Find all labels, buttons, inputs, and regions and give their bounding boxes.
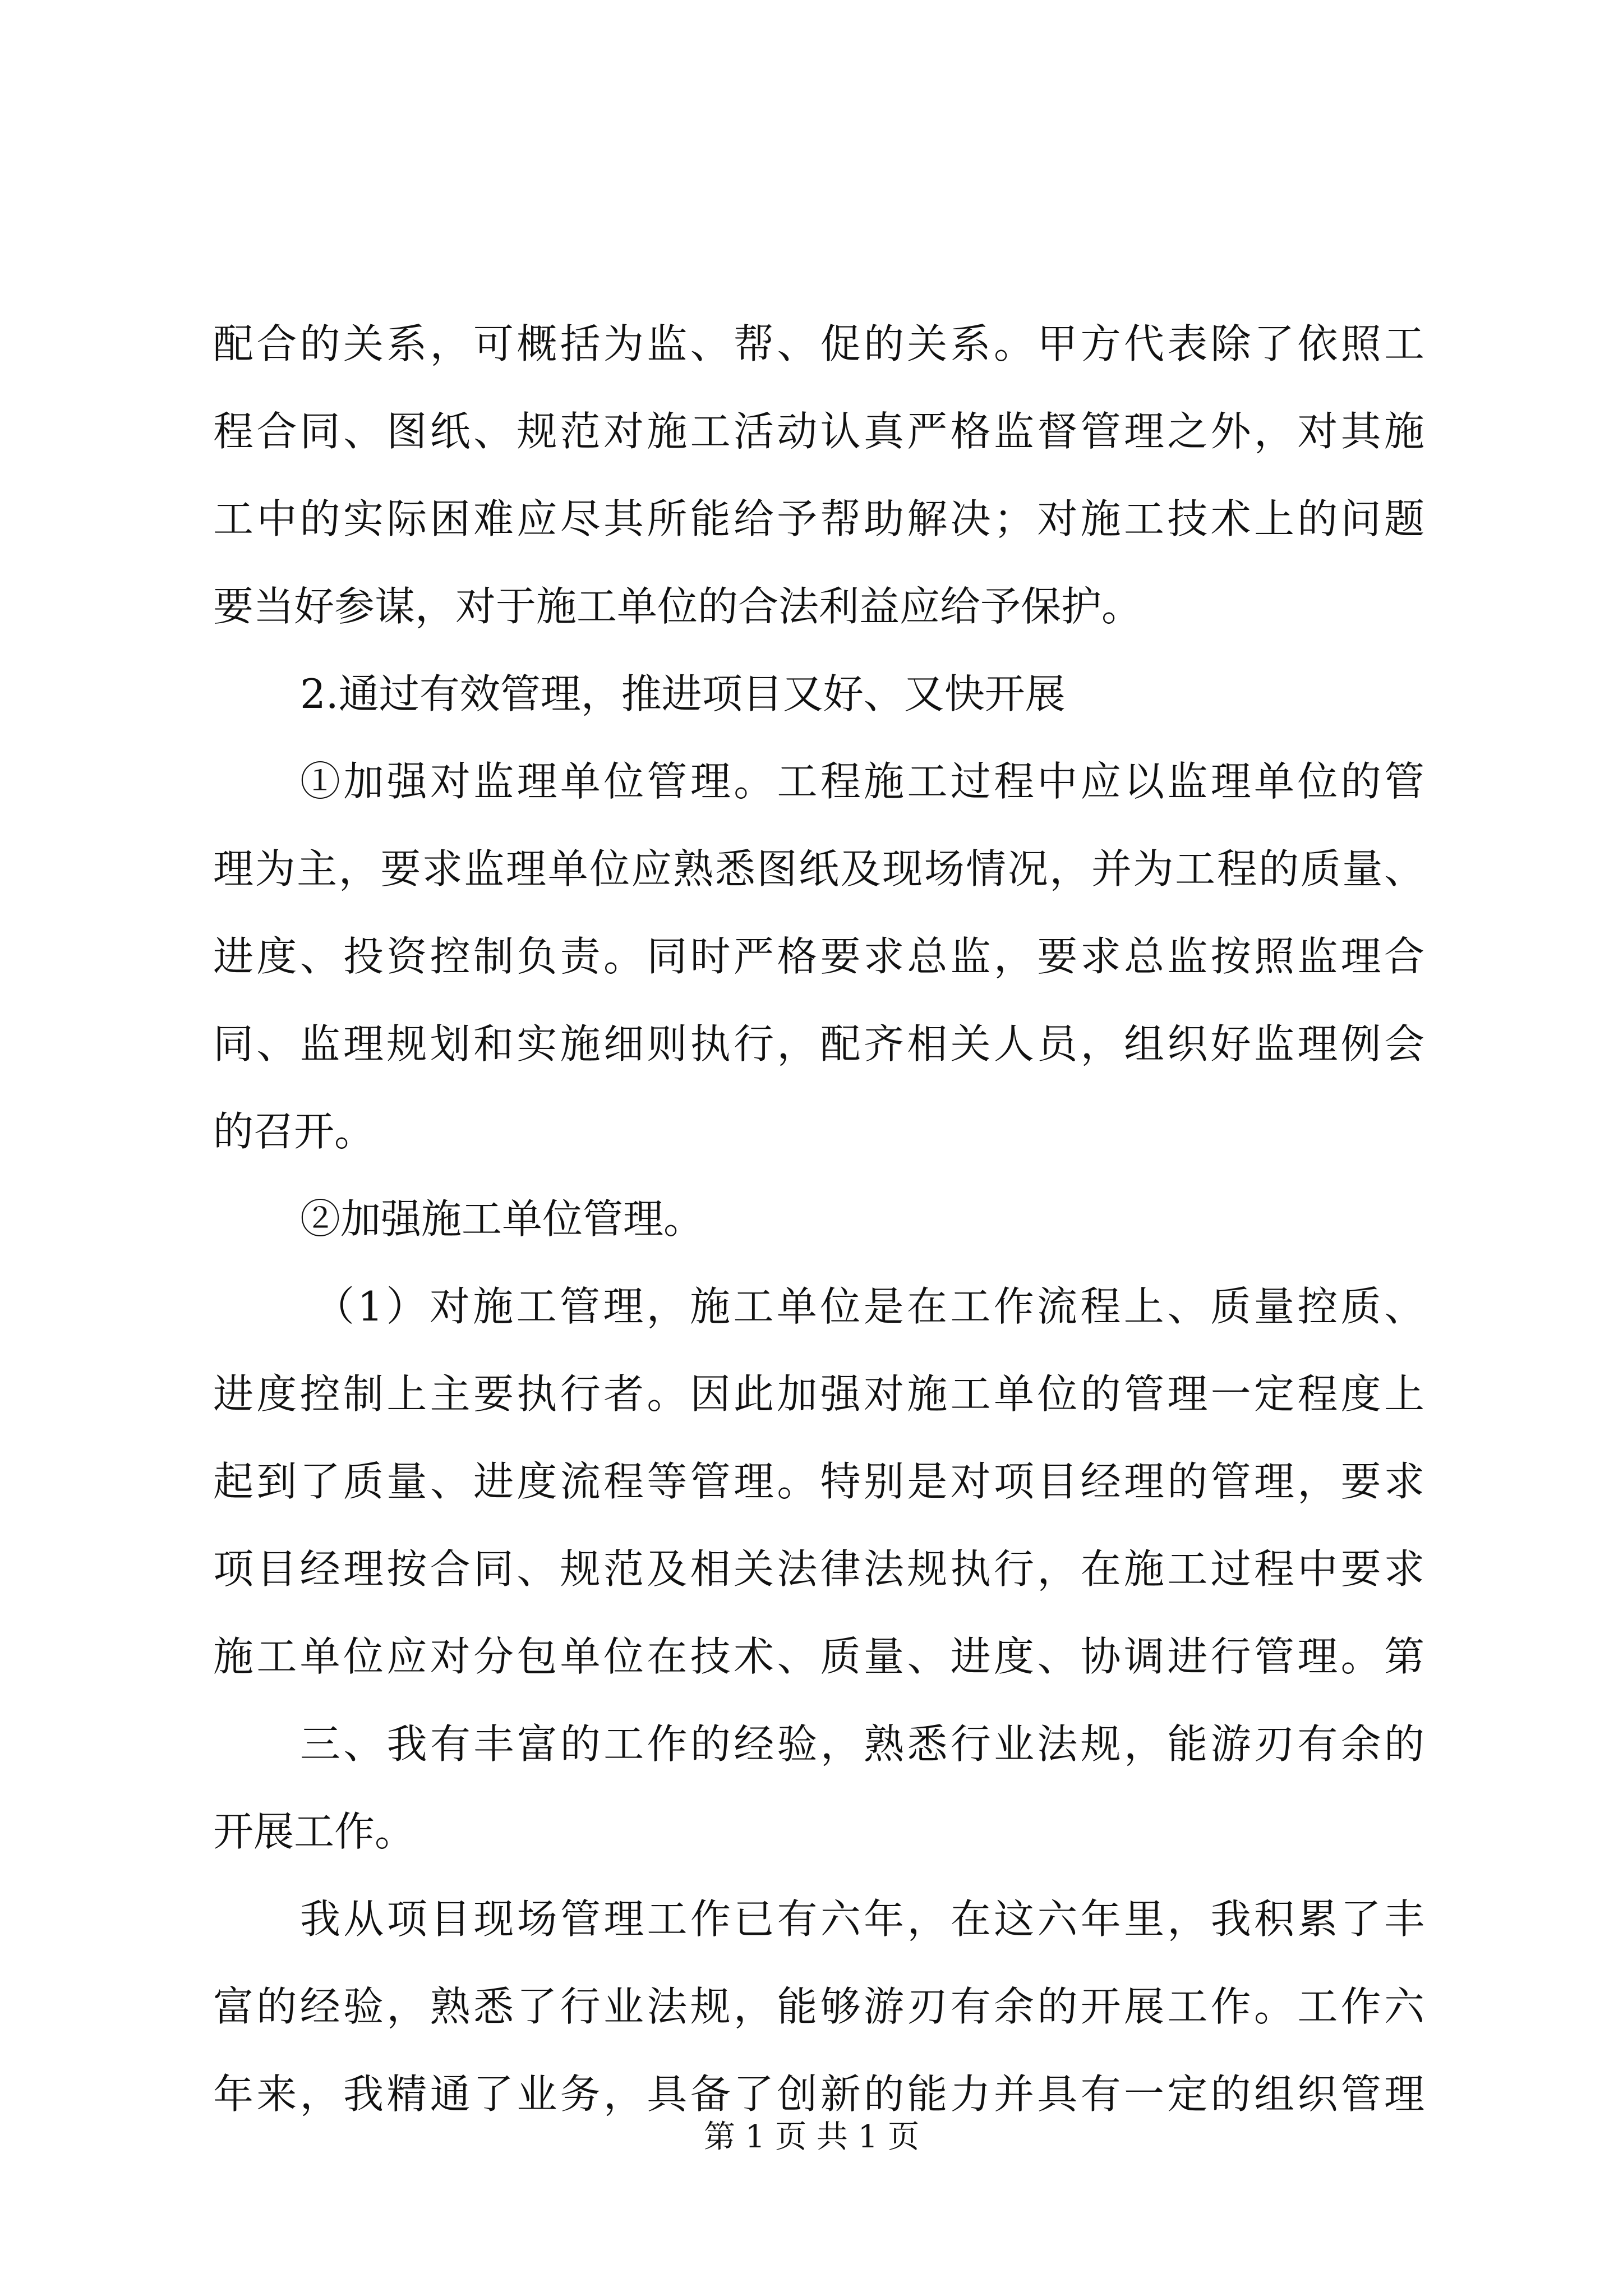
text-line: 富的经验，熟悉了行业法规，能够游刃有余的开展工作。工作六 <box>213 1983 1424 2030</box>
text-line: 起到了质量、进度流程等管理。特别是对项目经理的管理，要求 <box>213 1458 1424 1505</box>
text-line: 施工单位应对分包单位在技术、质量、进度、协调进行管理。第 <box>213 1633 1424 1680</box>
page-number-footer: 第 1 页 共 1 页 <box>703 2119 920 2155</box>
text-line: 项目经理按合同、规范及相关法律法规执行，在施工过程中要求 <box>213 1545 1424 1593</box>
text-line: ①加强对监理单位管理。工程施工过程中应以监理单位的管 <box>300 758 1424 805</box>
body-text <box>213 300 1424 2138</box>
text-line: 我从项目现场管理工作已有六年，在这六年里，我积累了丰 <box>300 1895 1424 1943</box>
text-line: 的召开。 <box>213 1108 375 1155</box>
text-line: ②加强施工单位管理。 <box>300 1195 704 1243</box>
text-line: 同、监理规划和实施细则执行，配齐相关人员，组织好监理例会 <box>213 1020 1424 1068</box>
text-line: 要当好参谋，对于施工单位的合法利益应给予保护。 <box>213 583 1142 630</box>
text-line: 工中的实际困难应尽其所能给予帮助解决；对施工技术上的问题 <box>213 495 1424 542</box>
text-line: 年来，我精通了业务，具备了创新的能力并具有一定的组织管理 <box>213 2070 1424 2118</box>
text-line: 程合同、图纸、规范对施工活动认真严格监督管理之外，对其施 <box>213 408 1424 455</box>
text-line: 开展工作。 <box>213 1808 416 1855</box>
text-line: 三、我有丰富的工作的经验，熟悉行业法规，能游刃有余的 <box>300 1720 1424 1768</box>
text-line: 配合的关系，可概括为监、帮、促的关系。甲方代表除了依照工 <box>213 320 1424 367</box>
text-line: 进度、投资控制负责。同时严格要求总监，要求总监按照监理合 <box>213 933 1424 980</box>
text-line: 理为主，要求监理单位应熟悉图纸及现场情况，并为工程的质量、 <box>213 845 1424 892</box>
text-line: 进度控制上主要执行者。因此加强对施工单位的管理一定程度上 <box>213 1370 1424 1418</box>
section-heading: 2.通过有效管理，推进项目又好、又快开展 <box>300 670 1066 717</box>
text-line: （1）对施工管理，施工单位是在工作流程上、质量控质、 <box>314 1283 1424 1330</box>
